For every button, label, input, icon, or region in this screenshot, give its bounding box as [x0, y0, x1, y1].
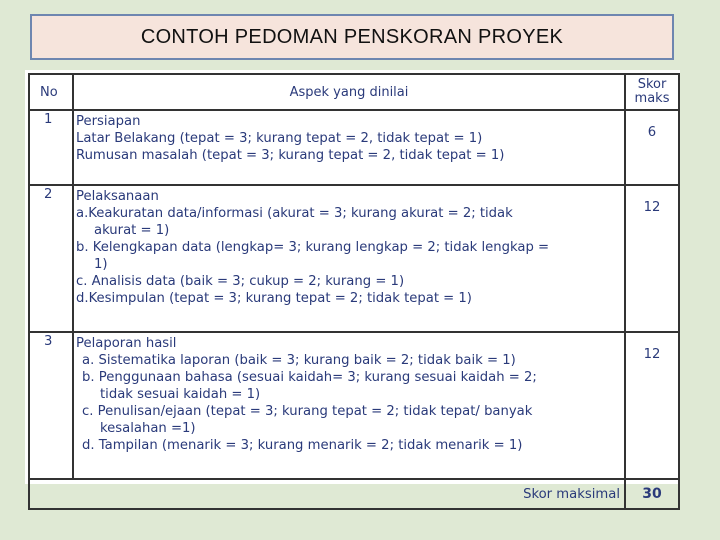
header-skor-maks — [625, 74, 679, 110]
aspect-line: Rumusan masalah (tepat = 3; kurang tepat = 2, tidak tepat = 1) — [76, 148, 505, 163]
title-box — [30, 14, 674, 60]
total-label: Skor maksimal — [29, 479, 625, 509]
aspect-heading: Pelaporan hasil — [76, 336, 177, 351]
row-aspek — [73, 110, 625, 185]
aspect-line: a. Sistematika laporan (baik = 3; kurang baik = 2; tidak baik = 1) — [82, 353, 516, 368]
row-aspek — [73, 332, 625, 479]
row-skor: 12 — [625, 332, 679, 479]
aspect-line: akurat = 1) — [94, 223, 170, 238]
aspect-line: Latar Belakang (tepat = 3; kurang tepat = 2, tidak tepat = 1) — [76, 131, 483, 146]
aspect-line: a.Keakuratan data/informasi (akurat = 3; kurang akurat = 2; tidak — [76, 206, 513, 221]
aspect-line: b. Kelengkapan data (lengkap= 3; kurang lengkap = 2; tidak lengkap = — [76, 240, 550, 255]
table-row — [29, 110, 679, 185]
row-no: 1 — [29, 110, 73, 185]
scoring-table-image — [25, 70, 680, 502]
table-row — [29, 332, 679, 479]
row-no: 2 — [29, 185, 73, 332]
aspect-line: c. Penulisan/ejaan (tepat = 3; kurang tepat = 2; tidak tepat/ banyak — [82, 404, 533, 419]
table-footer-row — [29, 479, 679, 509]
table-row — [29, 185, 679, 332]
aspect-line: c. Analisis data (baik = 3; cukup = 2; kurang = 1) — [76, 274, 405, 289]
aspect-line: b. Penggunaan bahasa (sesuai kaidah= 3; kurang sesuai kaidah = 2; — [82, 370, 537, 385]
row-no: 3 — [29, 332, 73, 479]
slide-title: CONTOH PEDOMAN PENSKORAN PROYEK — [140, 25, 564, 48]
aspect-line: tidak sesuai kaidah = 1) — [100, 387, 261, 402]
header-aspek: Aspek yang dinilai — [73, 74, 625, 110]
header-skor: Skor — [637, 77, 667, 92]
row-aspek — [73, 185, 625, 332]
aspect-heading: Persiapan — [76, 114, 141, 129]
aspect-line: 1) — [94, 257, 108, 272]
header-no: No — [29, 74, 73, 110]
total-value: 30 — [625, 479, 679, 509]
row-skor: 12 — [625, 185, 679, 332]
aspect-line: d.Kesimpulan (tepat = 3; kurang tepat = 2; tidak tepat = 1) — [76, 291, 472, 306]
row-skor: 6 — [625, 110, 679, 185]
table-header-row — [29, 74, 679, 110]
header-maks: maks — [634, 91, 670, 106]
aspect-heading: Pelaksanaan — [76, 189, 159, 204]
scoring-table — [28, 73, 680, 510]
aspect-line: d. Tampilan (menarik = 3; kurang menarik = 2; tidak menarik = 1) — [82, 438, 523, 453]
aspect-line: kesalahan =1) — [100, 421, 196, 436]
